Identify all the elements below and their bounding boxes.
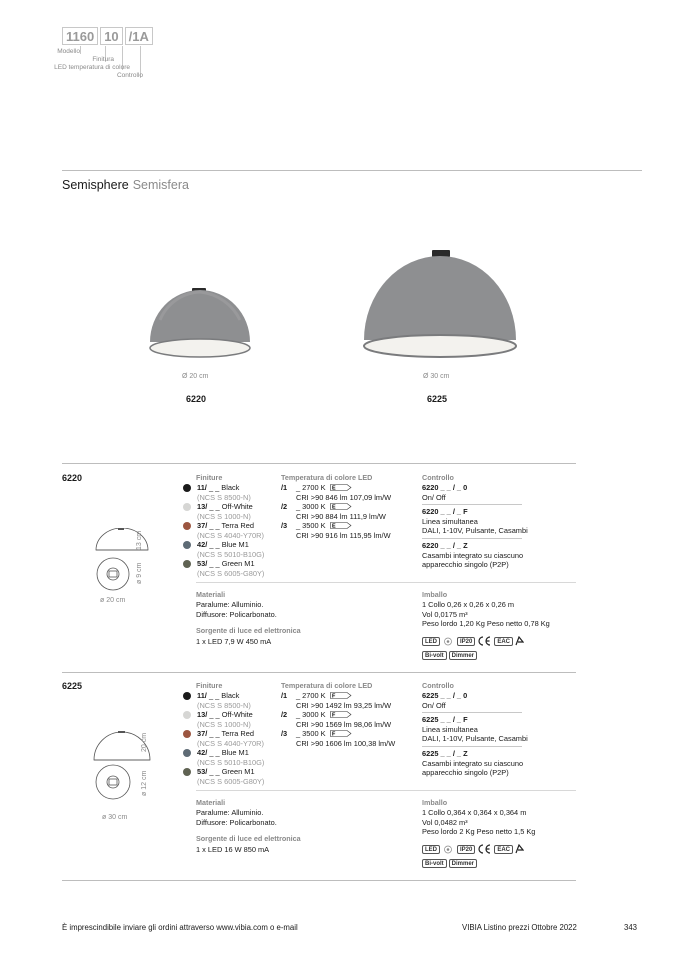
packing-label: Imballo bbox=[422, 590, 448, 599]
finish-item: 37/ _ _ Terra Red (NCS S 4040-Y70R) bbox=[183, 521, 264, 540]
svg-text:F: F bbox=[331, 731, 336, 738]
section-title: Semisphere Semisfera bbox=[62, 178, 189, 192]
materials-text: Paralume: Alluminio. Diffusore: Policarbonato. bbox=[196, 808, 277, 827]
finish-item: 42/ _ _ Blue M1 (NCS S 5010-B10G) bbox=[183, 748, 264, 767]
svg-text:E: E bbox=[331, 485, 336, 491]
product-6220-inner: ø 9 cm bbox=[136, 562, 143, 584]
code-legend bbox=[62, 27, 153, 45]
footer-brand: VIBIA Listino prezzi Ottobre 2022 bbox=[462, 923, 577, 932]
section-subtitle: Semisfera bbox=[132, 178, 189, 192]
energy-label-icon bbox=[330, 503, 352, 510]
legend-line-model: Modello bbox=[57, 48, 80, 55]
feature-badges bbox=[422, 859, 479, 868]
ce-mark-icon bbox=[477, 844, 491, 854]
product-6225-height: 20 cm bbox=[141, 732, 148, 752]
product-6225-inner: ø 12 cm bbox=[141, 770, 148, 796]
product-6225-dia: ø 30 cm bbox=[102, 814, 128, 821]
finish-item: 37/ _ _ Terra Red (NCS S 4040-Y70R) bbox=[183, 729, 264, 748]
eac-badge: EAC bbox=[494, 845, 513, 854]
energy-label-icon bbox=[330, 711, 352, 718]
recycle-icon bbox=[515, 636, 524, 646]
bivolt-badge: Bi-volt bbox=[422, 859, 447, 868]
control-label: Controllo bbox=[422, 473, 454, 482]
finish-item: 11/ _ _ Black (NCS S 8500-N) bbox=[183, 483, 251, 502]
lamp-6220-diameter: Ø 20 cm bbox=[182, 373, 209, 380]
footer-note: È imprescindibile inviare gli ordini attraverso www.vibia.com o e-mail bbox=[62, 923, 298, 932]
finish-item: 53/ _ _ Green M1 (NCS S 6005-G80Y) bbox=[183, 559, 264, 578]
lamp-6225-diameter: Ø 30 cm bbox=[423, 373, 450, 380]
product-6220-drawing bbox=[94, 528, 154, 608]
svg-text:E: E bbox=[331, 504, 336, 511]
cert-row bbox=[422, 844, 524, 854]
lamp-symbol-icon bbox=[442, 637, 454, 646]
dimmer-badge: Dimmer bbox=[449, 859, 477, 868]
lamp-6225-code: 6225 bbox=[427, 394, 448, 404]
legend-line-control: Controllo bbox=[116, 72, 143, 79]
code-control: /1A bbox=[125, 27, 153, 45]
legend-line-temp: LED temperatura di colore bbox=[54, 64, 130, 71]
source-label: Sorgente di luce ed elettronica bbox=[196, 834, 301, 843]
swatch-blue-icon bbox=[183, 749, 191, 757]
finish-item: 13/ _ _ Off-White (NCS S 1000-N) bbox=[183, 710, 253, 729]
temperature-list: /1 _ 2700 K F CRI >90 1492 lm 93,25 lm/W /2 _ 3000 K F CRI >90 1569 lm 98,06 lm/W /3 _ 3500 K F CRI >90 1606 lm 100,38 lm/W bbox=[281, 691, 396, 748]
control-list: 6220 _ _ / _ 0 On/ Off 6220 _ _ / _ F Linea simultanea DALI, 1-10V, Pulsante, Casambi 6220 _ _ / _ Z Casambi integrato su ciascuno apparecchio singolo (P2P) bbox=[422, 483, 528, 570]
swatch-offwhite-icon bbox=[183, 503, 191, 511]
finish-item: 11/ _ _ Black (NCS S 8500-N) bbox=[183, 691, 251, 710]
ip20-badge: IP20 bbox=[457, 637, 475, 646]
source-text: 1 x LED 7,9 W 450 mA bbox=[196, 637, 272, 646]
lamp-6225-image bbox=[358, 244, 522, 364]
source-label: Sorgente di luce ed elettronica bbox=[196, 626, 301, 635]
swatch-terrared-icon bbox=[183, 730, 191, 738]
ip20-badge: IP20 bbox=[457, 845, 475, 854]
control-list: 6225 _ _ / _ 0 On/ Off 6225 _ _ / _ F Linea simultanea DALI, 1-10V, Pulsante, Casambi 6225 _ _ / _ Z Casambi integrato su ciascuno apparecchio singolo (P2P) bbox=[422, 691, 528, 778]
product-6220-height: 13 cm bbox=[136, 530, 143, 550]
legend-line-finish: Finitura bbox=[92, 56, 114, 63]
energy-label-icon bbox=[330, 522, 352, 529]
section-divider bbox=[62, 170, 642, 171]
control-label: Controllo bbox=[422, 681, 454, 690]
finish-item: 13/ _ _ Off-White (NCS S 1000-N) bbox=[183, 502, 253, 521]
lamp-6220-image bbox=[140, 280, 260, 360]
swatch-green-icon bbox=[183, 560, 191, 568]
recycle-icon bbox=[515, 844, 524, 854]
energy-label-icon bbox=[330, 730, 352, 737]
product-6220-code: 6220 bbox=[62, 473, 83, 483]
svg-text:E: E bbox=[331, 523, 336, 530]
finishes-label: Finiture bbox=[196, 473, 223, 482]
temperature-label: Temperatura di colore LED bbox=[281, 681, 373, 690]
materials-label: Materiali bbox=[196, 590, 226, 599]
cert-row bbox=[422, 636, 524, 646]
swatch-offwhite-icon bbox=[183, 711, 191, 719]
code-model: 1160 bbox=[62, 27, 98, 45]
product-6225-code: 6225 bbox=[62, 681, 83, 691]
packing-text: 1 Collo 0,364 x 0,364 x 0,364 m Vol 0,0482 m³ Peso lordo 2 Kg Peso netto 1,5 Kg bbox=[422, 808, 536, 837]
lamp-symbol-icon bbox=[442, 845, 454, 854]
svg-text:F: F bbox=[331, 712, 336, 719]
dimmer-badge: Dimmer bbox=[449, 651, 477, 660]
temperature-label: Temperatura di colore LED bbox=[281, 473, 373, 482]
swatch-blue-icon bbox=[183, 541, 191, 549]
lamp-6220-code: 6220 bbox=[186, 394, 207, 404]
led-badge: LED bbox=[422, 637, 440, 646]
materials-label: Materiali bbox=[196, 798, 226, 807]
finishes-label: Finiture bbox=[196, 681, 223, 690]
finish-item: 53/ _ _ Green M1 (NCS S 6005-G80Y) bbox=[183, 767, 264, 786]
ce-mark-icon bbox=[477, 636, 491, 646]
source-text: 1 x LED 16 W 850 mA bbox=[196, 845, 270, 854]
energy-label-icon bbox=[330, 692, 352, 699]
led-badge: LED bbox=[422, 845, 440, 854]
packing-text: 1 Collo 0,26 x 0,26 x 0,26 m Vol 0,0175 m³ Peso lordo 1,20 Kg Peso netto 0,78 Kg bbox=[422, 600, 550, 629]
svg-text:F: F bbox=[331, 693, 336, 699]
energy-label-icon bbox=[330, 484, 352, 491]
swatch-green-icon bbox=[183, 768, 191, 776]
temperature-list: /1 _ 2700 K E CRI >90 846 lm 107,09 lm/W /2 _ 3000 K E CRI >90 884 lm 111,9 lm/W /3 _ 3500 K E CRI >90 916 lm 115,95 lm/W bbox=[281, 483, 392, 540]
swatch-terrared-icon bbox=[183, 522, 191, 530]
feature-badges bbox=[422, 651, 479, 660]
code-finish: 10 bbox=[100, 27, 122, 45]
page-number: 343 bbox=[624, 923, 638, 932]
product-6220-dia: ø 20 cm bbox=[100, 597, 126, 604]
swatch-black-icon bbox=[183, 692, 191, 700]
eac-badge: EAC bbox=[494, 637, 513, 646]
packing-label: Imballo bbox=[422, 798, 448, 807]
materials-text: Paralume: Alluminio. Diffusore: Policarbonato. bbox=[196, 600, 277, 619]
swatch-black-icon bbox=[183, 484, 191, 492]
bivolt-badge: Bi-volt bbox=[422, 651, 447, 660]
finish-item: 42/ _ _ Blue M1 (NCS S 5010-B10G) bbox=[183, 540, 264, 559]
